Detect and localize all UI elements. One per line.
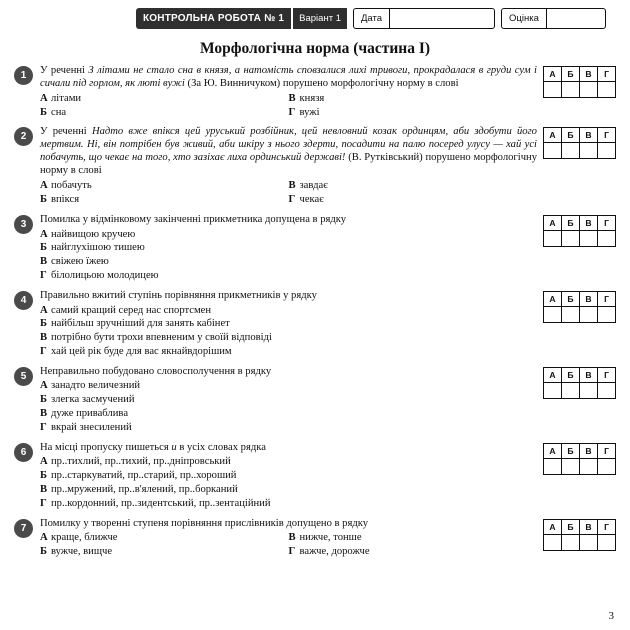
- option-item[interactable]: [289, 193, 538, 207]
- variant-badge: Варіант 1: [291, 8, 347, 29]
- question-body: [33, 214, 543, 283]
- answer-grid-cell[interactable]: [598, 230, 616, 246]
- option-letter: Г: [40, 269, 47, 281]
- answer-grid-header-cell: В: [580, 215, 598, 230]
- option-letter: В: [288, 532, 296, 544]
- option-text: важче, дорожче: [299, 546, 370, 558]
- option-letter: Б: [40, 394, 48, 406]
- option-letter: Б: [40, 470, 48, 482]
- answer-grid-cell[interactable]: [598, 382, 616, 398]
- option-text: побачуть: [51, 180, 92, 192]
- answer-grid-cell[interactable]: [598, 82, 616, 98]
- answer-grid-cell[interactable]: [562, 230, 580, 246]
- answer-grid-cell[interactable]: [580, 306, 598, 322]
- option-text: чекає: [299, 193, 324, 205]
- answer-grid-header-cell: В: [580, 519, 598, 534]
- answer-grid-header-cell: В: [580, 367, 598, 382]
- answer-grid-header-cell: Б: [562, 215, 580, 230]
- option-letter: А: [40, 180, 48, 192]
- question-stem: Правильно вжитий ступінь порівняння прикметників у рядку: [40, 289, 317, 301]
- option-item[interactable]: [289, 179, 538, 193]
- question-body: [33, 366, 543, 435]
- option-letter: В: [40, 332, 48, 344]
- answer-grid-input-row[interactable]: [544, 143, 616, 159]
- answer-grid-header-row: [544, 215, 616, 230]
- answer-grid-input-row[interactable]: [544, 382, 616, 398]
- answer-grid-header-cell: Г: [598, 291, 616, 306]
- answer-grid-cell[interactable]: [544, 458, 562, 474]
- option-item[interactable]: [40, 345, 537, 359]
- option-text: білолицьою молодицею: [51, 269, 159, 281]
- option-text: завдає: [299, 180, 328, 192]
- answer-grid[interactable]: [543, 519, 616, 551]
- question-number: 6: [14, 443, 33, 462]
- option-text: впікся: [51, 193, 80, 205]
- answer-grid-cell[interactable]: [544, 143, 562, 159]
- answer-grid-header-cell: В: [580, 443, 598, 458]
- grade-label: Оцінка: [501, 8, 546, 29]
- option-letter: В: [288, 92, 296, 104]
- option-letter: Б: [40, 193, 48, 205]
- option-list: [40, 92, 537, 120]
- answer-grid-header-cell: А: [544, 291, 562, 306]
- question-body: [33, 126, 543, 206]
- answer-grid-header-row: [544, 367, 616, 382]
- answer-grid-cell[interactable]: [544, 382, 562, 398]
- answer-grid-header-row: [544, 128, 616, 143]
- answer-grid-header-cell: Г: [598, 443, 616, 458]
- option-item[interactable]: [40, 317, 537, 331]
- answer-grid-header-cell: А: [544, 67, 562, 82]
- answer-grid-cell[interactable]: [598, 143, 616, 159]
- option-text: найглухішою тишею: [51, 242, 145, 254]
- answer-grid-header-cell: Б: [562, 67, 580, 82]
- option-item[interactable]: [40, 469, 537, 483]
- option-text: вкрай знесилений: [51, 421, 132, 433]
- question-number: 7: [14, 519, 33, 538]
- answer-grid-cell[interactable]: [544, 306, 562, 322]
- date-label: Дата: [353, 8, 389, 29]
- option-text: свіжею їжею: [51, 256, 109, 268]
- option-item[interactable]: [40, 379, 537, 393]
- answer-grid-cell[interactable]: [562, 382, 580, 398]
- question-item: [14, 290, 616, 359]
- question-stem: Помилку у творенні ступеня порівняння прислівників допущено в рядку: [40, 517, 369, 529]
- answer-grid[interactable]: [543, 367, 616, 399]
- answer-grid-header-row: [544, 291, 616, 306]
- option-letter: Б: [40, 318, 48, 330]
- option-text: пр..кордонний, пр..зидентський, пр..зентаційний: [51, 497, 271, 509]
- answer-grid-input-row[interactable]: [544, 306, 616, 322]
- option-list: [40, 228, 537, 283]
- option-text: занадто величезний: [51, 380, 141, 392]
- option-item[interactable]: [289, 92, 538, 106]
- question-stem: Помилка у відмінковому закінченні прикметника допущена в рядку: [40, 213, 347, 225]
- question-item: [14, 518, 616, 559]
- option-text: пр..мружений, пр..в'ялений, пр..борканий: [51, 484, 238, 495]
- option-text: князя: [299, 92, 325, 104]
- grade-field-group: [501, 8, 606, 29]
- option-item[interactable]: [40, 241, 537, 255]
- option-item[interactable]: [40, 531, 289, 545]
- answer-grid-cell[interactable]: [544, 534, 562, 550]
- option-item[interactable]: [40, 179, 289, 193]
- answer-grid-header-cell: Г: [598, 67, 616, 82]
- option-text: найбільш зручніший для занять кабінет: [51, 318, 230, 330]
- page-number: 3: [608, 610, 614, 622]
- answer-grid-header-cell: Б: [562, 291, 580, 306]
- option-text: найвищою кручею: [51, 228, 136, 240]
- option-item[interactable]: [40, 269, 537, 283]
- option-list: [40, 531, 537, 559]
- page-title: Морфологічна норма (частина I): [199, 40, 431, 57]
- answer-grid-input-row[interactable]: [544, 82, 616, 98]
- question-stem: Неправильно побудовано словосполучення в рядку: [40, 365, 272, 377]
- question-number: 4: [14, 291, 33, 310]
- answer-grid-header-cell: А: [544, 443, 562, 458]
- answer-grid-cell[interactable]: [544, 230, 562, 246]
- option-text: хай цей рік буде для вас якнайвдорішим: [51, 345, 232, 357]
- option-letter: Г: [40, 497, 47, 509]
- question-item: [14, 65, 616, 119]
- option-item[interactable]: [289, 545, 538, 559]
- option-list: [40, 379, 537, 434]
- option-item[interactable]: [40, 92, 289, 106]
- answer-grid-cell[interactable]: [598, 306, 616, 322]
- option-text: сна: [51, 106, 67, 118]
- answer-grid-cell[interactable]: [562, 458, 580, 474]
- answer-grid[interactable]: [543, 66, 616, 98]
- answer-grid-cell[interactable]: [580, 534, 598, 550]
- answer-grid-header-cell: В: [580, 67, 598, 82]
- answer-grid-cell[interactable]: [580, 230, 598, 246]
- option-item[interactable]: [40, 407, 537, 421]
- answer-grid-cell[interactable]: [562, 82, 580, 98]
- answer-grid-header-cell: Г: [598, 215, 616, 230]
- answer-grid-header-row: [544, 443, 616, 458]
- answer-grid-header-cell: В: [580, 128, 598, 143]
- option-text: нижче, тонше: [299, 532, 362, 544]
- answer-grid-input-row[interactable]: [544, 534, 616, 550]
- answer-grid[interactable]: [543, 127, 616, 159]
- option-letter: В: [40, 256, 48, 268]
- answer-grid-header-cell: В: [580, 291, 598, 306]
- answer-grid-header-cell: Б: [562, 519, 580, 534]
- option-item[interactable]: [40, 304, 537, 318]
- option-letter: Г: [288, 106, 296, 118]
- option-letter: А: [40, 456, 48, 468]
- option-letter: Г: [288, 193, 296, 205]
- answer-grid-header-cell: Г: [598, 128, 616, 143]
- answer-grid-header-cell: Г: [598, 367, 616, 382]
- answer-grid-cell[interactable]: [580, 458, 598, 474]
- option-text: літами: [51, 92, 82, 104]
- answer-grid-header-cell: А: [544, 367, 562, 382]
- question-item: [14, 442, 616, 511]
- option-text: пр..тихлий, пр..тихий, пр..дніпровський: [51, 456, 231, 468]
- answer-grid-cell[interactable]: [562, 143, 580, 159]
- option-text: вужче, вищче: [51, 546, 113, 558]
- answer-grid[interactable]: [543, 443, 616, 475]
- answer-grid-input-row[interactable]: [544, 230, 616, 246]
- question-stem: У реченні З літами не стало сна в князя, а натомість сповзалися лихі тривоги, прокрадалася в груди сум і сичали під горлом, як люті вужі (За Ю. Винничуком) порушено морфологічну норму в слові: [40, 65, 537, 89]
- answer-grid-header-row: [544, 519, 616, 534]
- answer-grid[interactable]: [543, 291, 616, 323]
- answer-grid-header-cell: А: [544, 128, 562, 143]
- option-list: [40, 304, 537, 359]
- question-number: 1: [14, 66, 33, 85]
- answer-grid-input-row[interactable]: [544, 458, 616, 474]
- question-list: [14, 65, 616, 559]
- question-body: [33, 290, 543, 359]
- option-item[interactable]: [40, 497, 537, 511]
- worksheet-header: [136, 8, 616, 29]
- question-body: [33, 65, 543, 119]
- answer-grid-header-row: [544, 67, 616, 82]
- option-letter: Б: [40, 106, 48, 118]
- option-letter: Г: [288, 546, 296, 558]
- answer-grid-header-cell: Б: [562, 367, 580, 382]
- answer-grid-cell[interactable]: [562, 534, 580, 550]
- option-text: потрібно бути трохи впевненим у своїй відповіді: [51, 332, 272, 344]
- answer-grid[interactable]: [543, 215, 616, 247]
- question-number: 5: [14, 367, 33, 386]
- option-letter: Г: [40, 421, 47, 433]
- date-field-group: [353, 8, 495, 29]
- option-letter: А: [40, 228, 48, 240]
- answer-grid-header-cell: А: [544, 215, 562, 230]
- option-letter: Б: [40, 242, 48, 254]
- option-item[interactable]: [40, 455, 537, 469]
- option-item[interactable]: [40, 421, 537, 435]
- question-item: [14, 126, 616, 206]
- option-letter: А: [40, 92, 48, 104]
- option-item[interactable]: [289, 531, 538, 545]
- question-item: [14, 214, 616, 283]
- answer-grid-cell[interactable]: [598, 458, 616, 474]
- option-letter: А: [40, 304, 48, 316]
- answer-grid-cell[interactable]: [580, 382, 598, 398]
- option-item[interactable]: [40, 255, 537, 269]
- grade-input[interactable]: [546, 8, 606, 29]
- answer-grid-cell[interactable]: [544, 82, 562, 98]
- option-letter: А: [40, 380, 48, 392]
- option-text: самий кращий серед нас спортсмен: [51, 304, 212, 316]
- option-letter: Б: [40, 546, 48, 558]
- question-item: [14, 366, 616, 435]
- option-text: дуже привабливa: [51, 408, 129, 420]
- answer-grid-cell[interactable]: [580, 82, 598, 98]
- option-letter: А: [40, 532, 48, 544]
- option-text: злегка засмучений: [51, 394, 135, 406]
- option-list: [40, 179, 537, 207]
- test-title-badge: КОНТРОЛЬНА РОБОТА № 1: [136, 8, 291, 29]
- option-item[interactable]: [289, 106, 538, 120]
- answer-grid-header-cell: Б: [562, 443, 580, 458]
- question-stem: На місці пропуску пишеться и в усіх словах рядка: [40, 441, 266, 453]
- option-item[interactable]: [40, 228, 537, 242]
- question-number: 3: [14, 215, 33, 234]
- option-letter: В: [40, 484, 48, 495]
- option-letter: В: [40, 408, 48, 420]
- date-input[interactable]: [389, 8, 495, 29]
- question-body: [33, 518, 543, 559]
- answer-grid-cell[interactable]: [562, 306, 580, 322]
- option-item[interactable]: [40, 545, 289, 559]
- option-item[interactable]: [40, 393, 537, 407]
- option-letter: В: [288, 180, 296, 192]
- answer-grid-header-cell: Б: [562, 128, 580, 143]
- option-item[interactable]: [40, 331, 537, 345]
- option-text: краще, ближче: [51, 532, 118, 544]
- answer-grid-cell[interactable]: [598, 534, 616, 550]
- option-text: пр..старкуватий, пр..старий, пр..хороший: [51, 470, 237, 482]
- option-list: [40, 455, 537, 510]
- question-body: [33, 442, 543, 511]
- question-stem: У реченні Надто вже впікся цей уруський розбійник, цей невловний козак ординцям, аби здобути його мертвим. Ні, він потрібен був живий, аби шкіру з нього здерти, посадити на палю посеред улусу — хай усі побачуть, що чекає на того, хто зазіхає лиха ординський державі! (В. Рутківський) порушено морфологічну норму в слові: [40, 126, 538, 177]
- answer-grid-header-cell: А: [544, 519, 562, 534]
- option-item[interactable]: [40, 483, 537, 497]
- option-letter: Г: [40, 345, 47, 357]
- option-item[interactable]: [40, 106, 289, 120]
- option-item[interactable]: [40, 193, 289, 207]
- question-number: 2: [14, 127, 33, 146]
- answer-grid-header-cell: Г: [598, 519, 616, 534]
- answer-grid-cell[interactable]: [580, 143, 598, 159]
- option-text: вужі: [299, 106, 320, 118]
